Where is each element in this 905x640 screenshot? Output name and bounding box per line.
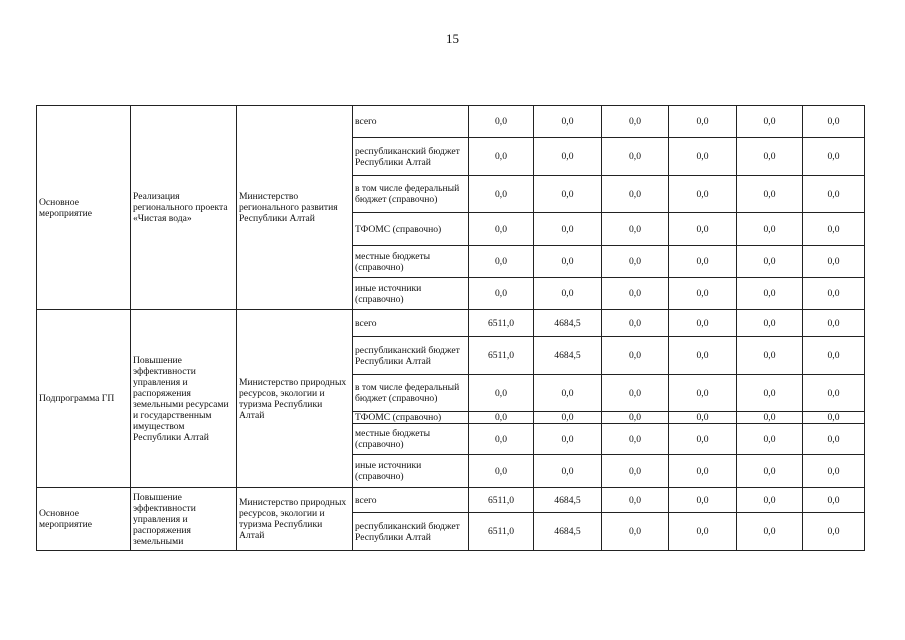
value-cell: 0,0 bbox=[469, 375, 534, 412]
value-cell: 0,0 bbox=[737, 138, 803, 176]
value-cell: 0,0 bbox=[534, 138, 602, 176]
value-cell: 0,0 bbox=[534, 246, 602, 278]
value-cell: 0,0 bbox=[669, 106, 737, 138]
budget-table bbox=[36, 105, 865, 551]
table-row bbox=[37, 106, 865, 138]
funding-source-cell: всего bbox=[353, 310, 469, 337]
value-cell: 0,0 bbox=[602, 176, 669, 213]
funding-source-cell: всего bbox=[353, 106, 469, 138]
value-cell: 0,0 bbox=[803, 138, 865, 176]
value-cell: 0,0 bbox=[469, 176, 534, 213]
value-cell: 0,0 bbox=[602, 337, 669, 375]
funding-source-cell: республиканский бюджет Республики Алтай bbox=[353, 513, 469, 551]
value-cell: 0,0 bbox=[669, 176, 737, 213]
value-cell: 0,0 bbox=[469, 138, 534, 176]
value-cell: 0,0 bbox=[669, 246, 737, 278]
value-cell: 0,0 bbox=[803, 455, 865, 488]
funding-source-cell: в том числе федеральный бюджет (справочно) bbox=[353, 375, 469, 412]
row-executor-cell: Министерство природных ресурсов, экологии и туризма Республики Алтай bbox=[237, 488, 353, 551]
funding-source-cell: местные бюджеты (справочно) bbox=[353, 424, 469, 455]
value-cell: 0,0 bbox=[534, 424, 602, 455]
value-cell: 0,0 bbox=[803, 213, 865, 246]
row-executor-cell: Министерство природных ресурсов, экологии и туризма Республики Алтай bbox=[237, 310, 353, 488]
value-cell: 4684,5 bbox=[534, 337, 602, 375]
row-name-cell: Реализация регионального проекта «Чистая вода» bbox=[131, 106, 237, 310]
value-cell: 0,0 bbox=[737, 176, 803, 213]
value-cell: 0,0 bbox=[737, 106, 803, 138]
value-cell: 0,0 bbox=[803, 310, 865, 337]
row-executor-cell: Министерство регионального развития Республики Алтай bbox=[237, 106, 353, 310]
value-cell: 0,0 bbox=[602, 455, 669, 488]
value-cell: 0,0 bbox=[469, 412, 534, 424]
row-name-cell: Повышение эффективности управления и распоряжения земельными ресурсами и государственным имуществом Республики Алтай bbox=[131, 310, 237, 488]
value-cell: 0,0 bbox=[803, 246, 865, 278]
value-cell: 0,0 bbox=[803, 176, 865, 213]
value-cell: 0,0 bbox=[669, 375, 737, 412]
funding-source-cell: в том числе федеральный бюджет (справочно) bbox=[353, 176, 469, 213]
funding-source-cell: иные источники (справочно) bbox=[353, 278, 469, 310]
funding-source-cell: республиканский бюджет Республики Алтай bbox=[353, 138, 469, 176]
value-cell: 0,0 bbox=[803, 488, 865, 513]
value-cell: 6511,0 bbox=[469, 513, 534, 551]
value-cell: 0,0 bbox=[602, 278, 669, 310]
value-cell: 0,0 bbox=[737, 337, 803, 375]
value-cell: 0,0 bbox=[737, 278, 803, 310]
value-cell: 0,0 bbox=[469, 246, 534, 278]
value-cell: 0,0 bbox=[669, 337, 737, 375]
value-cell: 0,0 bbox=[602, 424, 669, 455]
value-cell: 0,0 bbox=[602, 213, 669, 246]
value-cell: 0,0 bbox=[534, 278, 602, 310]
value-cell: 0,0 bbox=[737, 488, 803, 513]
row-type-cell: Основное мероприятие bbox=[37, 488, 131, 551]
value-cell: 4684,5 bbox=[534, 488, 602, 513]
funding-source-cell: иные источники (справочно) bbox=[353, 455, 469, 488]
value-cell: 0,0 bbox=[803, 106, 865, 138]
value-cell: 0,0 bbox=[534, 106, 602, 138]
value-cell: 0,0 bbox=[669, 278, 737, 310]
value-cell: 0,0 bbox=[669, 310, 737, 337]
value-cell: 0,0 bbox=[803, 375, 865, 412]
value-cell: 0,0 bbox=[803, 412, 865, 424]
value-cell: 0,0 bbox=[602, 246, 669, 278]
value-cell: 0,0 bbox=[737, 513, 803, 551]
value-cell: 0,0 bbox=[534, 375, 602, 412]
value-cell: 0,0 bbox=[803, 424, 865, 455]
value-cell: 0,0 bbox=[469, 455, 534, 488]
row-type-cell: Основное мероприятие bbox=[37, 106, 131, 310]
table-row bbox=[37, 488, 865, 513]
value-cell: 0,0 bbox=[803, 337, 865, 375]
value-cell: 0,0 bbox=[534, 455, 602, 488]
value-cell: 0,0 bbox=[669, 412, 737, 424]
value-cell: 0,0 bbox=[669, 488, 737, 513]
value-cell: 0,0 bbox=[803, 278, 865, 310]
value-cell: 0,0 bbox=[534, 412, 602, 424]
value-cell: 6511,0 bbox=[469, 488, 534, 513]
value-cell: 0,0 bbox=[737, 424, 803, 455]
funding-source-cell: всего bbox=[353, 488, 469, 513]
value-cell: 0,0 bbox=[669, 513, 737, 551]
row-name-cell: Повышение эффективности управления и распоряжения земельными bbox=[131, 488, 237, 551]
value-cell: 0,0 bbox=[737, 213, 803, 246]
row-type-cell: Подпрограмма ГП bbox=[37, 310, 131, 488]
value-cell: 0,0 bbox=[469, 213, 534, 246]
value-cell: 4684,5 bbox=[534, 513, 602, 551]
value-cell: 0,0 bbox=[534, 176, 602, 213]
page-number: 15 bbox=[446, 31, 459, 46]
value-cell: 0,0 bbox=[737, 246, 803, 278]
funding-source-cell: ТФОМС (справочно) bbox=[353, 412, 469, 424]
value-cell: 0,0 bbox=[737, 310, 803, 337]
value-cell: 0,0 bbox=[602, 310, 669, 337]
value-cell: 0,0 bbox=[669, 213, 737, 246]
value-cell: 6511,0 bbox=[469, 310, 534, 337]
funding-source-cell: ТФОМС (справочно) bbox=[353, 213, 469, 246]
value-cell: 0,0 bbox=[602, 375, 669, 412]
value-cell: 0,0 bbox=[803, 513, 865, 551]
value-cell: 0,0 bbox=[602, 106, 669, 138]
value-cell: 0,0 bbox=[469, 106, 534, 138]
funding-source-cell: республиканский бюджет Республики Алтай bbox=[353, 337, 469, 375]
value-cell: 0,0 bbox=[737, 412, 803, 424]
table-row bbox=[37, 310, 865, 337]
value-cell: 0,0 bbox=[534, 213, 602, 246]
value-cell: 0,0 bbox=[469, 424, 534, 455]
value-cell: 4684,5 bbox=[534, 310, 602, 337]
value-cell: 0,0 bbox=[669, 424, 737, 455]
funding-source-cell: местные бюджеты (справочно) bbox=[353, 246, 469, 278]
value-cell: 0,0 bbox=[469, 278, 534, 310]
value-cell: 0,0 bbox=[669, 138, 737, 176]
value-cell: 0,0 bbox=[602, 488, 669, 513]
value-cell: 0,0 bbox=[669, 455, 737, 488]
value-cell: 0,0 bbox=[737, 455, 803, 488]
value-cell: 0,0 bbox=[737, 375, 803, 412]
value-cell: 0,0 bbox=[602, 513, 669, 551]
value-cell: 0,0 bbox=[602, 138, 669, 176]
value-cell: 0,0 bbox=[602, 412, 669, 424]
value-cell: 6511,0 bbox=[469, 337, 534, 375]
